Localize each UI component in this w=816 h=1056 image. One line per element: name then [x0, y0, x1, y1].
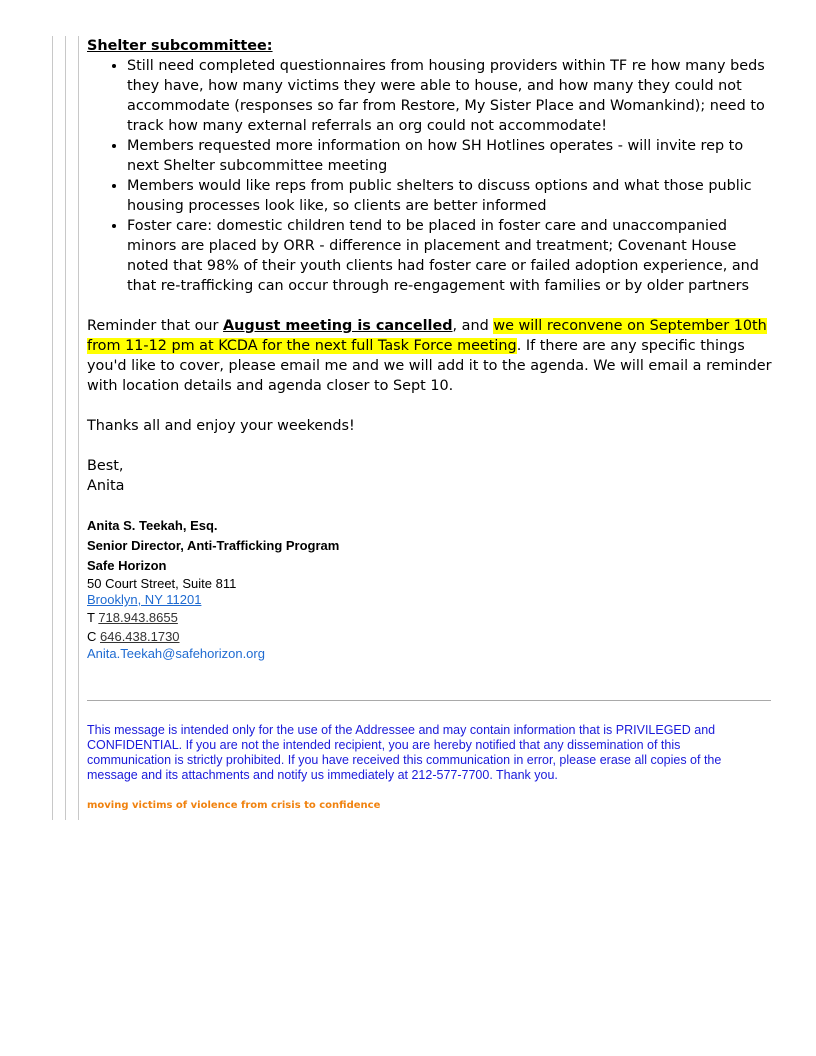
thanks-line: Thanks all and enjoy your weekends! — [87, 418, 355, 434]
confidentiality-disclaimer: This message is intended only for the use of the Addressee and may contain information that is PRIVILEGED and CONFIDENTIAL. If you are not the intended recipient, you are hereby notified that any dissemination of this communication is strictly prohibited. If you have received this communication in error, please erase all copies of the message and its attachments and notify us immediately at 212-577-7700. Thank you. — [87, 723, 722, 782]
closing-line: Best, — [87, 458, 124, 474]
signature-address: 50 Court Street, Suite 811 — [87, 576, 237, 591]
list-item: • Still need completed questionnaires from housing providers within TF re how many beds they have, how many victims they were able to house, and how many they could not accommodate (responses so far from Restore, My Sister Place and Womankind); need to track how many external referrals an org could not accommodate! — [127, 56, 777, 136]
signature-tel: T 718.943.8655 — [87, 610, 178, 625]
signature-title: Senior Director, Anti-Trafficking Program — [87, 538, 340, 553]
email-link[interactable]: Anita.Teekah@safehorizon.org — [87, 646, 265, 661]
address-link[interactable]: Brooklyn, NY 11201 — [87, 592, 202, 607]
divider — [87, 700, 771, 701]
email-body — [87, 36, 777, 812]
signature-cell: C 646.438.1730 — [87, 629, 180, 644]
list-item: • Members requested more information on how SH Hotlines operates - will invite rep to next Shelter subcommittee meeting — [127, 136, 777, 176]
tagline: moving victims of violence from crisis to confidence — [87, 800, 381, 811]
quote-bar — [52, 36, 53, 820]
tel-link[interactable]: 718.943.8655 — [98, 610, 178, 625]
shelter-bullet-list — [87, 56, 777, 296]
quote-bar — [78, 36, 79, 820]
august-cancelled-text: August meeting is cancelled — [223, 318, 453, 334]
cell-link[interactable]: 646.438.1730 — [100, 629, 180, 644]
list-item: • Members would like reps from public shelters to discuss options and what those public housing processes look like, so clients are better informed — [127, 176, 777, 216]
list-item: • Foster care: domestic children tend to be placed in foster care and unaccompanied minors are placed by ORR - difference in placement and treatment; Covenant House noted that 98% of their youth clients had foster care or failed adoption experience, and that re-trafficking can occur through re-engagement with families or by older partners — [127, 216, 777, 296]
sender-first-name: Anita — [87, 478, 125, 494]
signature-name: Anita S. Teekah, Esq. — [87, 518, 218, 533]
quote-bar — [65, 36, 66, 820]
email-signature — [87, 516, 777, 662]
highlighted-meeting-text: we will reconvene on September 10th from 11-12 pm at KCDA for the next full Task Force meeting — [87, 318, 767, 354]
signature-org: Safe Horizon — [87, 558, 167, 573]
shelter-heading: Shelter subcommittee: — [87, 38, 273, 54]
reminder-paragraph: Reminder that our August meeting is cancelled, and we will reconvene on September 10th from 11-12 pm at KCDA for the next full Task Force meeting. If there are any specific things you'd like to cover, please email me and we will add it to the agenda. We will email a reminder with location details and agenda closer to Sept 10. — [87, 318, 772, 394]
